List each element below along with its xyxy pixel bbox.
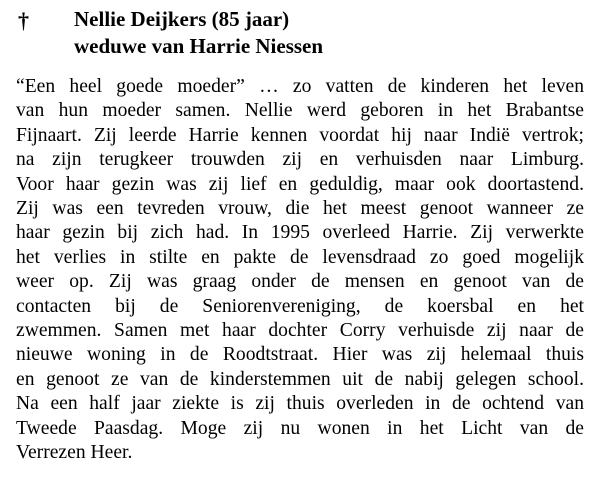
body-line: en genoot ze van de kinderstemmen uit de nabij gelegen school. — [16, 368, 584, 390]
body-line: Fijnaart. Zij leerde Harrie kennen voordat hij naar Indië vertrok; — [16, 124, 584, 146]
body-line: haar gezin bij zich had. In 1995 overleed Harrie. Zij verwerkte — [16, 222, 584, 244]
deceased-name: Nellie Deijkers (85 jaar) — [74, 7, 290, 31]
body-line: Na een half jaar ziekte is zij thuis overleden in de ochtend van — [16, 393, 584, 415]
cross-icon: † — [18, 8, 29, 33]
body-line: Voor haar gezin was zij lief en geduldig, maar ook doortastend. — [16, 173, 584, 195]
widow-of-line: weduwe van Harrie Niessen — [74, 34, 324, 58]
obituary-body — [16, 75, 584, 466]
obituary-title — [74, 6, 323, 60]
body-line: na zijn terugkeer trouwden zij en verhuisden naar Limburg. — [16, 149, 584, 171]
body-line: van hun moeder samen. Nellie werd geboren in het Brabantse — [16, 100, 584, 122]
body-line: “Een heel goede moeder” … zo vatten de kinderen het leven — [16, 76, 584, 97]
body-line: Verrezen Heer. — [16, 442, 133, 464]
body-line: weer op. Zij was graag onder de mensen en genoot van de — [16, 271, 584, 293]
body-line: contacten bij de Seniorenvereniging, de koersbal en het — [16, 295, 584, 317]
body-line: Tweede Paasdag. Moge zij nu wonen in het Licht van de — [16, 417, 584, 439]
body-line: Zij was een tevreden vrouw, die het meest genoot wanneer ze — [16, 198, 584, 220]
body-line: zwemmen. Samen met haar dochter Corry verhuisde zij naar de — [16, 320, 584, 342]
obituary-header — [18, 6, 588, 64]
body-line: het verlies in stilte en pakte de levensdraad zo goed mogelijk — [16, 246, 584, 268]
body-line: nieuwe woning in de Roodtstraat. Hier was zij helemaal thuis — [16, 344, 584, 366]
